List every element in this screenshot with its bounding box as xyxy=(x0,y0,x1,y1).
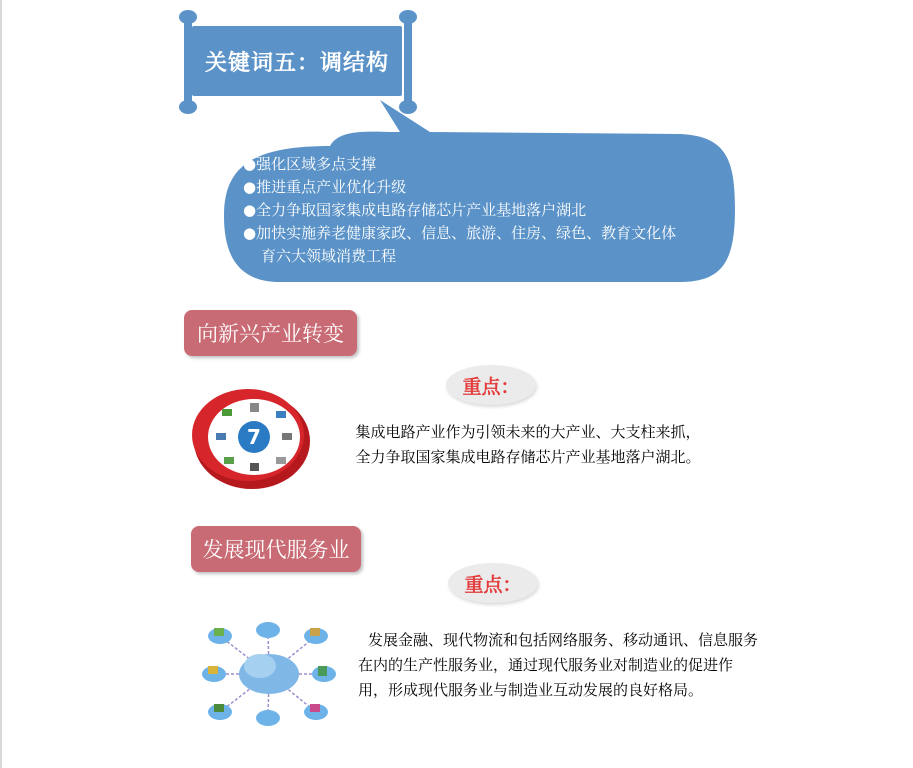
industry-circle-illustration xyxy=(192,383,314,491)
cloud-network-illustration xyxy=(200,618,338,728)
section2-body xyxy=(358,628,758,703)
banner-title: 关键词五：调结构 xyxy=(204,49,389,76)
bubble-item: ●加快实施养老健康家政、信息、旅游、住房、绿色、教育文化体 xyxy=(243,224,677,242)
bubble-item: ●推进重点产业优化升级 xyxy=(243,178,407,196)
bubble-item-continuation: 育六大领域消费工程 xyxy=(261,247,397,265)
section-label-emerging-industry: 向新兴产业转变 xyxy=(184,310,357,356)
body-line: 集成电路产业作为引领未来的大产业、大支柱来抓， xyxy=(355,423,701,441)
scroll-knob xyxy=(179,100,197,114)
key-point-badge: 重点： xyxy=(448,563,538,603)
body-line: 全力争取国家集成电路存储芯片产业基地落户湖北。 xyxy=(355,448,701,466)
scroll-knob xyxy=(399,10,417,24)
scroll-rod-right xyxy=(404,16,412,108)
key-point-badge: 重点： xyxy=(446,365,536,405)
bubble-list xyxy=(243,153,713,268)
scroll-knob xyxy=(179,10,197,24)
section-label-modern-services: 发展现代服务业 xyxy=(191,526,361,572)
bubble-item: ●强化区域多点支撑 xyxy=(243,155,377,173)
bubble-item: ●全力争取国家集成电路存储芯片产业基地落户湖北 xyxy=(243,201,587,219)
scroll-rod-left xyxy=(184,16,192,108)
svg-text:7: 7 xyxy=(247,425,261,449)
section1-body xyxy=(318,420,738,470)
body-paragraph: 发展金融、现代物流和包括网络服务、移动通讯、信息服务在内的生产性服务业，通过现代服务业对制造业的促进作用，形成现代服务业与制造业互动发展的良好格局。 xyxy=(358,631,759,699)
page-left-border xyxy=(0,0,2,768)
